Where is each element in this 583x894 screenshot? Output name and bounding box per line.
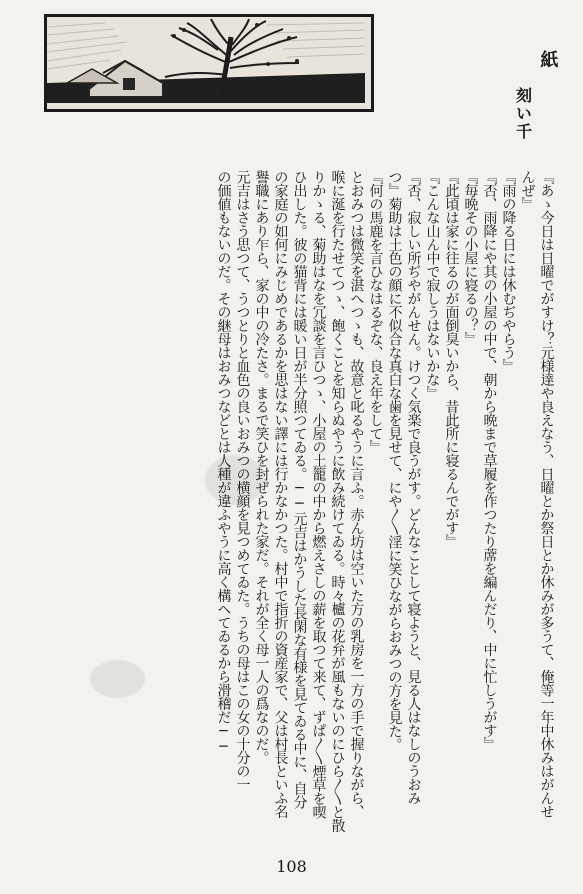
text-line-16: 譽職にあり乍ら、家の中の冷たさ。まるで笑ひを封ぜられた家だ。それが全く母一人の爲なのだ。: [253, 170, 270, 764]
text-line-13: りかゝる、菊助はなを冗談を言ひつゝ、小屋の土籠の中から燃えさしの薪を取つて来て、ずぱ〳〵煙草を喫: [310, 170, 327, 819]
title-area: [380, 12, 560, 142]
text-line-11: とおみつは微笑を湛へつゝも、故意と叱るやうに言ふ。赤ん坊は空いた方の乳房を一方の手で握りながら、: [348, 170, 365, 818]
text-line-8: 『否、寂しい所ぢやがんせん。けつく気楽で良うがす。どんなことして寝ようと、見る人はなしのうおみ: [405, 170, 422, 805]
header-illustration: [44, 14, 374, 112]
text-line-5: 『毎晩その小屋に寝るの？』: [462, 170, 479, 346]
text-line-6: 『此頃は家に往るのが面倒臭いから、昔此所に寝るんでがす』: [443, 170, 460, 548]
paper-stain: [90, 660, 145, 698]
text-line-4: 『否、雨降にや其の小屋の中で、朝から晩まで草履を作つたり蓆を編んだり、中に忙しうがす』: [481, 170, 498, 751]
text-line-10: 『何の馬鹿を言ひなはるぞな、良え年をして』: [367, 170, 384, 454]
text-line-7: 『こんな山ん中で寂しうはないかな』: [424, 170, 441, 400]
text-line-2: んぜ』: [519, 170, 536, 211]
text-line-3: 『雨の降る日には休むぢやらう』: [500, 170, 517, 373]
story-title: 紙: [537, 50, 559, 69]
tree-house-illustration: [47, 17, 365, 103]
story-author: 刻い千: [513, 87, 533, 141]
text-line-14: ひ出した。彼の猫背には暖い日が半分照つてゐる。──元吉はかうした長閑な有様を見てゐる中に、自分: [291, 170, 308, 809]
page-number: 108: [276, 857, 307, 876]
text-line-12: 喉に涎を行たせてつゝ、飽くことを知らぬやうに飲み続けてゐる。時々櫨の花弁が風もないのにひら〳〵と散: [329, 170, 346, 832]
text-line-18: の価値もないのだ。その継母はおみつなどとは人種が違ふやうに高く構へてゐるから滑稽だ──: [215, 170, 232, 755]
text-line-1: 『あゝ今日は日曜でがすけ？元様達や良えなう、日曜とか祭日とか休みが多うて、俺等一年中休みはがんせ: [538, 170, 555, 818]
text-line-9: つ』菊助は土色の顔に不似合な真白な歯を見せて、にや〳〵淫に笑ひながらおみつの方を見た。: [386, 170, 403, 751]
text-line-15: の家庭の如何にみじめであるかを思はない譯には行かなかつた。村中で指折の資産家で、父は村長といふ名: [272, 170, 289, 818]
text-line-17: 元吉はさう思つて、うつとりと血色の良いおみつの横顔を見つめてゐた。うちの母はこの女の十分の一: [234, 170, 251, 791]
